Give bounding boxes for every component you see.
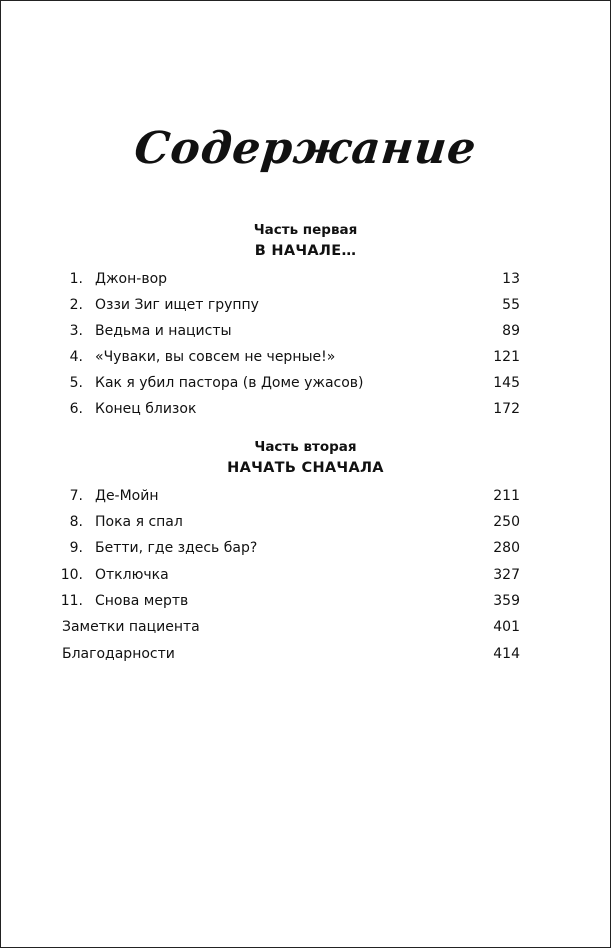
- part-one-label: Часть первая: [253, 222, 358, 238]
- toc-entry-title: Джон-вор: [95, 271, 168, 287]
- toc-entry: [1, 295, 610, 315]
- toc-entry-title: Отключка: [95, 567, 169, 583]
- toc-entry-title: Снова мертв: [95, 593, 189, 609]
- part-one-heading: В НАЧАЛЕ…: [254, 243, 357, 259]
- toc-back-matter-entry: [1, 617, 610, 637]
- toc-entry-number: 4.: [69, 349, 83, 365]
- toc-entry: [1, 486, 610, 506]
- toc-entry-number: 2.: [69, 297, 83, 313]
- part-two-label: Часть вторая: [254, 439, 357, 455]
- toc-entry-title: Пока я спал: [95, 514, 183, 530]
- toc-entry-page: 172: [493, 401, 520, 417]
- toc-entry-page: 250: [493, 514, 520, 530]
- toc-entry: [1, 269, 610, 289]
- toc-entry-page: 145: [493, 375, 520, 391]
- toc-entry-title: Благодарности: [62, 646, 175, 662]
- part-two-heading: НАЧАТЬ СНАЧАЛА: [227, 460, 384, 476]
- toc-entry-page: 121: [493, 349, 520, 365]
- toc-entry: [1, 347, 610, 367]
- toc-entry-title: Де-Мойн: [95, 488, 159, 504]
- toc-entry-number: 1.: [69, 271, 83, 287]
- toc-back-matter-entry: [1, 644, 610, 664]
- toc-entry-page: 327: [493, 567, 520, 583]
- toc-entry-page: 89: [502, 323, 520, 339]
- toc-entry-page: 55: [502, 297, 520, 313]
- toc-entry-title: Заметки пациента: [62, 619, 200, 635]
- toc-entry: [1, 399, 610, 419]
- toc-entry-page: 359: [493, 593, 520, 609]
- toc-entry: [1, 565, 610, 585]
- toc-entry: [1, 538, 610, 558]
- toc-entry-number: 11.: [60, 593, 83, 609]
- toc-entry-title: Как я убил пастора (в Доме ужасов): [95, 375, 364, 391]
- toc-entry-number: 5.: [69, 375, 83, 391]
- toc-entry-page: 211: [493, 488, 520, 504]
- toc-entry-title: Оззи Зиг ищет группу: [95, 297, 259, 313]
- toc-entry-number: 3.: [69, 323, 83, 339]
- toc-entry-page: 13: [502, 271, 520, 287]
- toc-entry-page: 280: [493, 540, 520, 556]
- toc-entry-number: 6.: [69, 401, 83, 417]
- toc-entry-number: 7.: [69, 488, 83, 504]
- toc-entry-title: Ведьма и нацисты: [95, 323, 232, 339]
- toc-entry-number: 9.: [69, 540, 83, 556]
- toc-entry-page: 401: [493, 619, 520, 635]
- toc-entry-title: Конец близок: [95, 401, 197, 417]
- toc-entry: [1, 373, 610, 393]
- page-title: Содержание: [131, 123, 480, 174]
- toc-entry-page: 414: [493, 646, 520, 662]
- toc-entry-number: 10.: [60, 567, 83, 583]
- toc-entry: [1, 591, 610, 611]
- toc-entry-title: «Чуваки, вы совсем не черные!»: [95, 349, 336, 365]
- toc-entry: [1, 321, 610, 341]
- toc-entry: [1, 512, 610, 532]
- toc-entry-title: Бетти, где здесь бар?: [95, 540, 258, 556]
- toc-entry-number: 8.: [69, 514, 83, 530]
